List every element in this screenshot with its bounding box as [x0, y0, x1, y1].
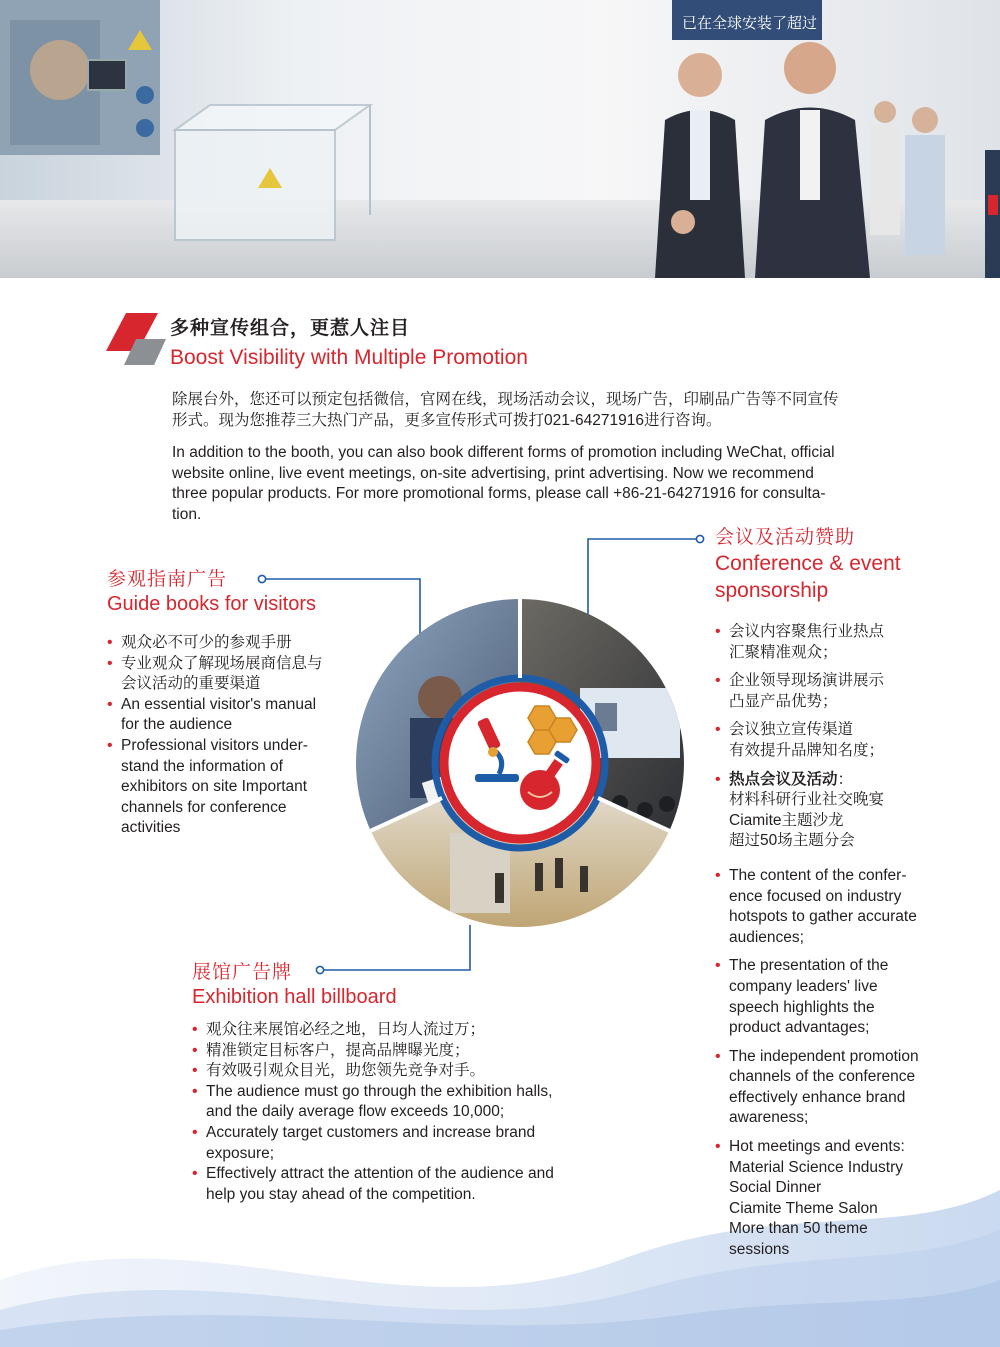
section-title-en: Boost Visibility with Multiple Promotion: [170, 346, 528, 369]
intro-en-line: three popular products. For more promotional forms, please call +86-21-64271916 for consulta-: [172, 485, 826, 503]
hero-photo-illustration: [0, 0, 1000, 278]
list-item: • 观众必不可少的参观手册: [107, 633, 352, 654]
intro-cn: [172, 389, 902, 431]
conf-heading-cn: 会议及活动赞助: [715, 527, 856, 548]
collage-svg: [355, 598, 685, 928]
list-item: • Professional visitors under- stand the information of exhibitors on site Important channels for conference activities: [107, 736, 352, 839]
list-item: • 观众往来展馆必经之地，日均人流过万；: [192, 1020, 612, 1041]
conference-sponsorship-block: [715, 525, 955, 1261]
conf-cn-list: [715, 622, 955, 852]
hall-en-list: [192, 1082, 612, 1206]
guide-books-block: [107, 567, 352, 839]
guide-en-list: [107, 695, 352, 839]
list-item: • 精准锁定目标客户，提高品牌曝光度；: [192, 1041, 612, 1062]
list-item: • 会议内容聚焦行业热点 汇聚精准观众；: [715, 622, 955, 663]
hall-heading-cn: 展馆广告牌: [192, 962, 293, 983]
list-item: • 企业领导现场演讲展示 凸显产品优势；: [715, 671, 955, 712]
promo-circle-collage: [355, 598, 685, 928]
list-item: • Accurately target customers and increase brand exposure;: [192, 1123, 612, 1164]
list-item: • The independent promotion channels of the conference effectively enhance brand awareness;: [715, 1047, 955, 1129]
guide-heading-en: Guide books for visitors: [107, 593, 316, 615]
section-title: [170, 316, 528, 372]
list-item: • Effectively attract the attention of the audience and help you stay ahead of the competition.: [192, 1164, 612, 1205]
conf-heading-en: Conference & event sponsorship: [715, 552, 901, 602]
list-item: • The presentation of the company leaders' live speech highlights the product advantages;: [715, 956, 955, 1038]
intro-cn-line: 除展台外，您还可以预定包括微信，官网在线，现场活动会议，现场广告，印刷品广告等不同宣传: [172, 391, 839, 408]
section-title-cn: 多种宣传组合，更惹人注目: [170, 318, 411, 339]
list-item: • Hot meetings and events: Material Science Industry Social Dinner Ciamite Theme Salon More than 50 theme sessions: [715, 1137, 955, 1261]
intro-en-line: tion.: [172, 506, 202, 524]
list-item: • 专业观众了解现场展商信息与 会议活动的重要渠道: [107, 654, 352, 695]
list-item: • 热点会议及活动： 材料科研行业社交晚宴 Ciamite主题沙龙 超过50场主题分会: [715, 770, 955, 852]
guide-heading-cn: 参观指南广告: [107, 569, 228, 590]
hall-heading-en: Exhibition hall billboard: [192, 986, 397, 1008]
hall-cn-list: [192, 1020, 612, 1082]
guide-cn-list: [107, 633, 352, 695]
list-item: • The content of the confer- ence focused on industry hotspots to gather accurate audiences;: [715, 866, 955, 948]
section-logo-icon: [106, 313, 166, 365]
conf-en-list: [715, 866, 955, 1261]
hero-photo: [0, 0, 1000, 278]
list-item: • 有效吸引观众目光，助您领先竞争对手。: [192, 1061, 612, 1082]
list-item: • An essential visitor's manual for the audience: [107, 695, 352, 736]
hero-banner-text: 已在全球安装了超过: [682, 14, 818, 32]
intro-en-line: In addition to the booth, you can also book different forms of promotion including WeChat, official: [172, 444, 835, 461]
intro-cn-line: 形式。现为您推荐三大热门产品，更多宣传形式可拨打021-64271916进行咨询。: [172, 412, 722, 429]
list-item: • 会议独立宣传渠道 有效提升品牌知名度；: [715, 720, 955, 761]
list-item: • The audience must go through the exhibition halls, and the daily average flow exceeds 10,000;: [192, 1082, 612, 1123]
intro-en: [172, 443, 900, 526]
intro-en-line: website online, live event meetings, on-site advertising, print advertising. Now we recommend: [172, 464, 814, 482]
exhibition-hall-block: [192, 960, 612, 1205]
